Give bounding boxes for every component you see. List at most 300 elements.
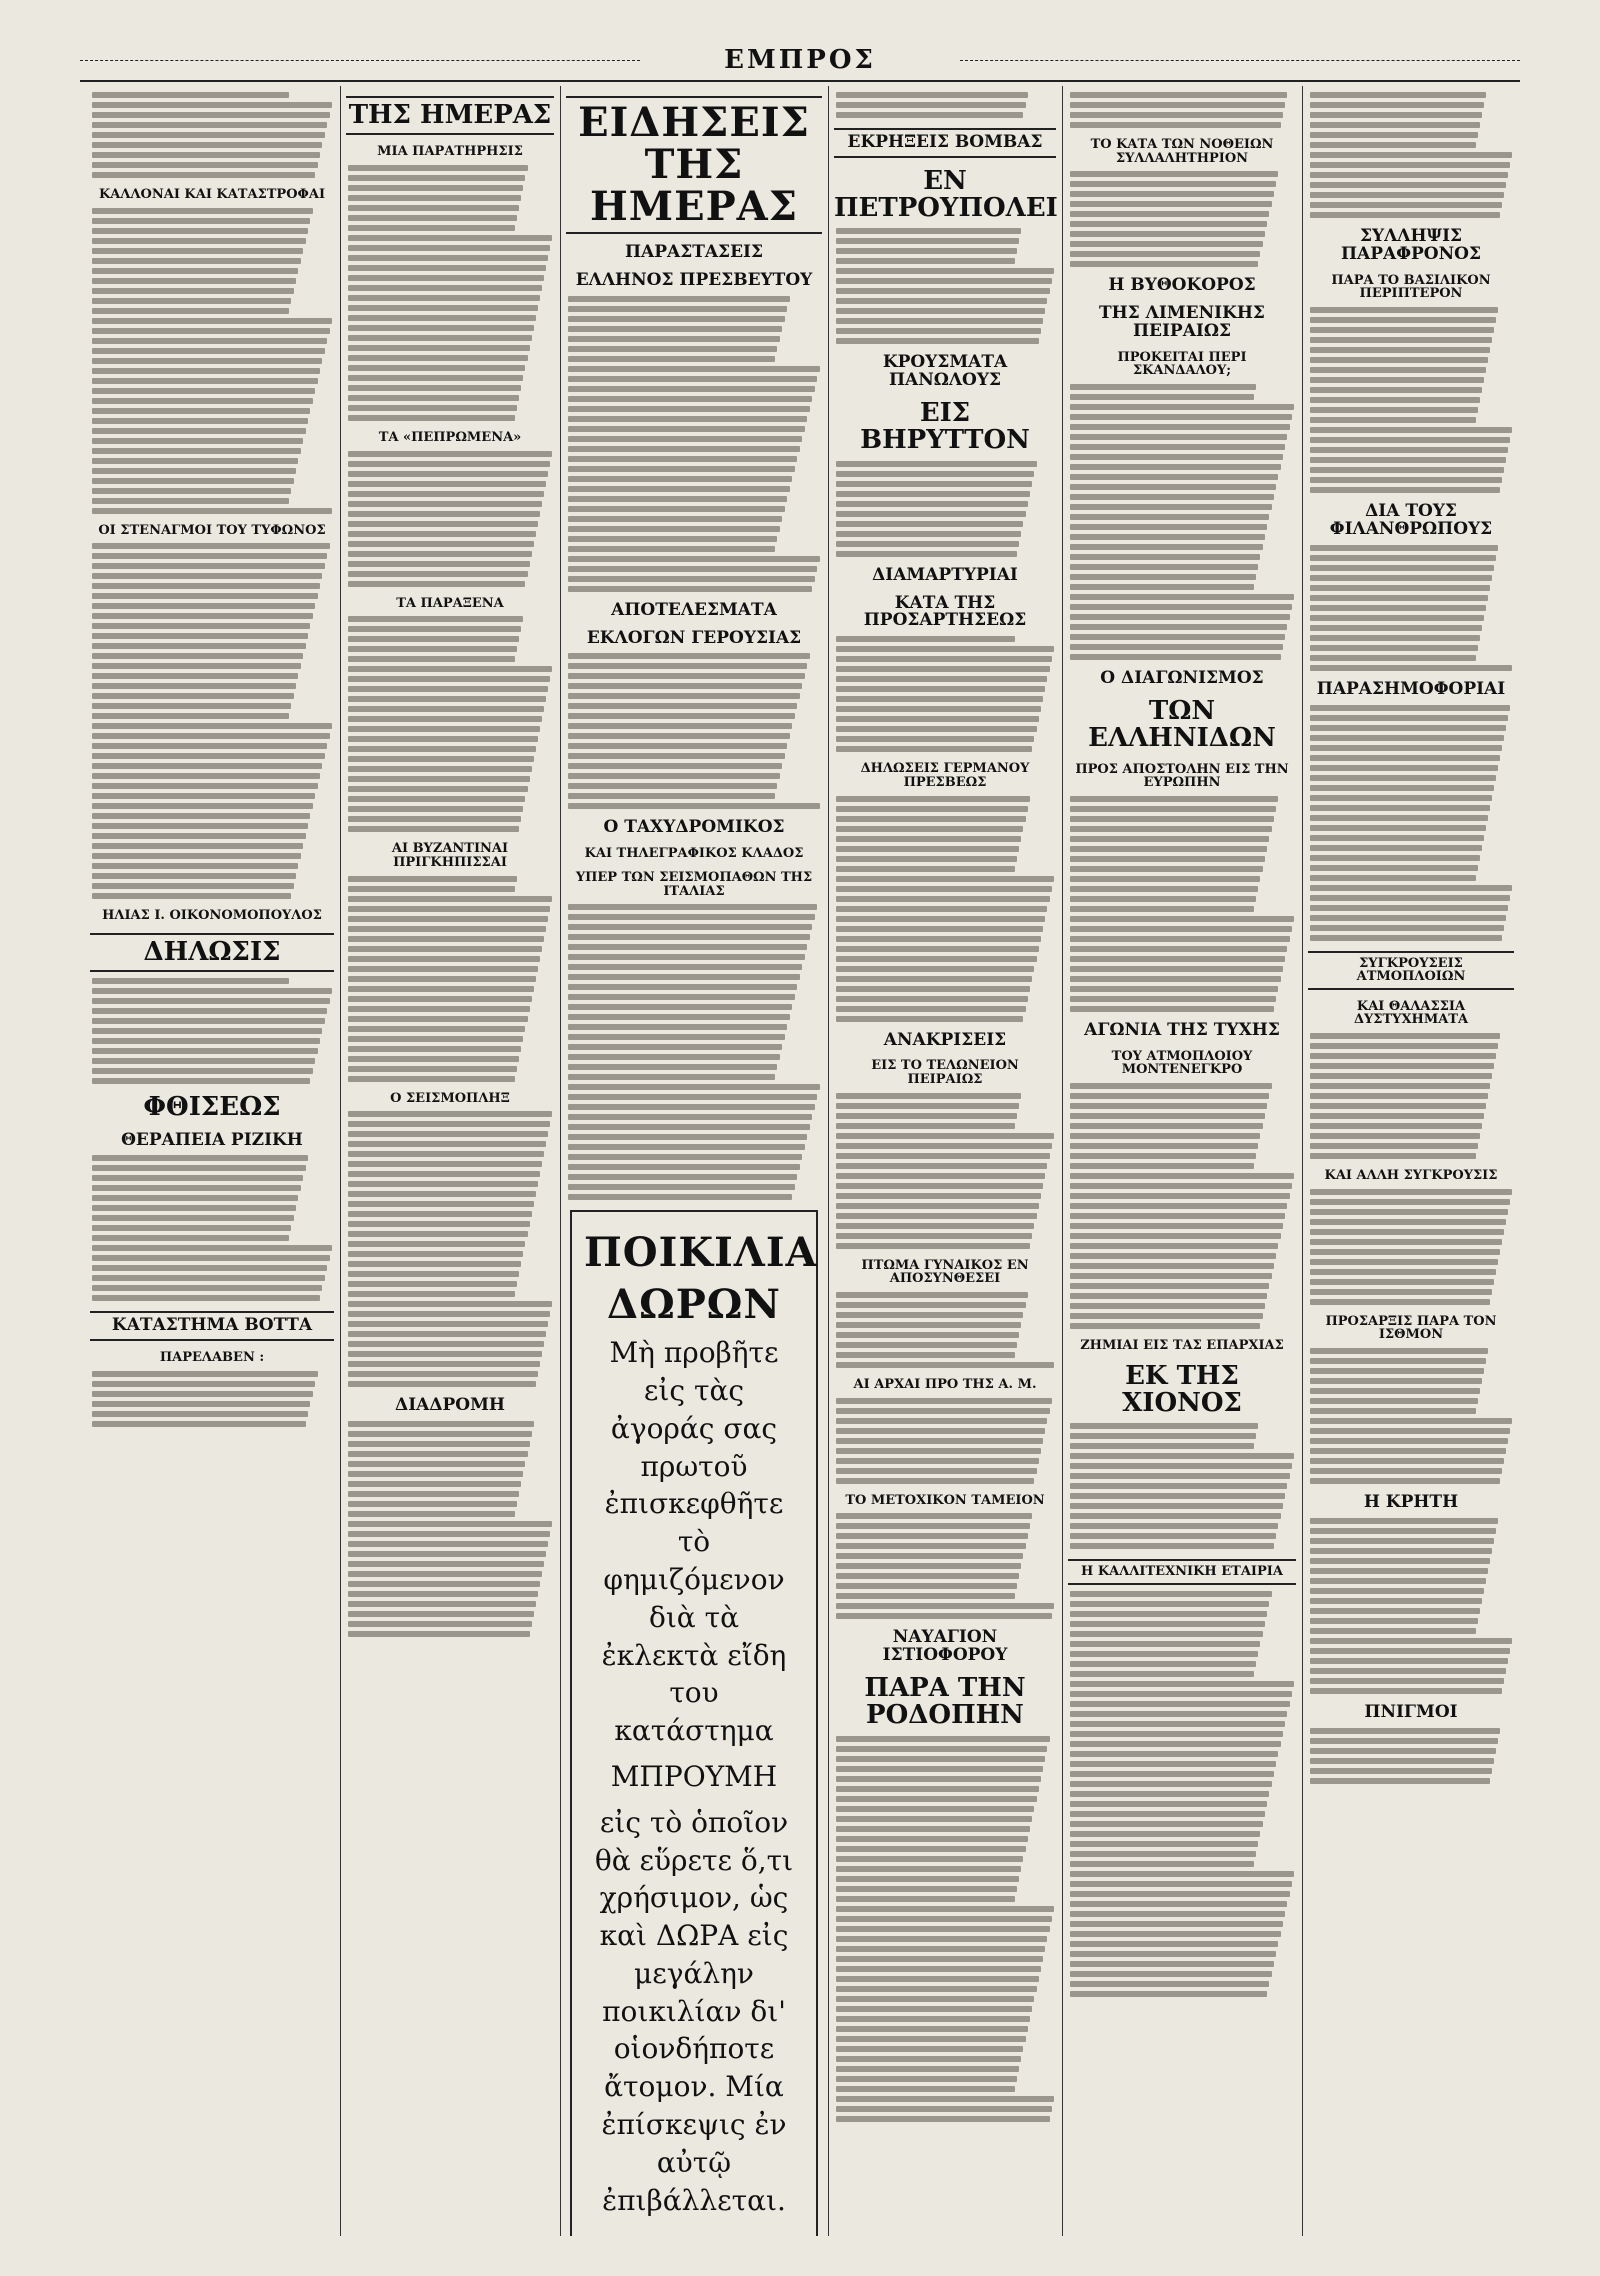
headline: ΔΙΑ ΤΟΥΣ ΦΙΛΑΝΘΡΩΠΟΥΣ xyxy=(1329,500,1493,539)
text-line xyxy=(836,666,1050,672)
text-line xyxy=(92,468,296,474)
text-line xyxy=(92,683,296,689)
body-text-lines xyxy=(348,165,552,421)
text-line xyxy=(1310,397,1480,403)
text-line xyxy=(1070,594,1294,600)
text-line xyxy=(836,1153,1050,1159)
headline: ΘΕΡΑΠΕΙΑ ΡΙΖΙΚΗ xyxy=(121,1129,303,1150)
text-line xyxy=(1310,555,1496,561)
text-line xyxy=(568,1014,790,1020)
text-line xyxy=(568,346,777,352)
text-line xyxy=(1070,1133,1260,1139)
text-line xyxy=(1310,905,1508,911)
text-line xyxy=(1310,337,1492,343)
text-line xyxy=(1310,1618,1478,1624)
text-line xyxy=(1070,856,1265,862)
text-line xyxy=(836,746,1032,752)
text-line xyxy=(836,936,1041,942)
article-signature: ΗΛΙΑΣ Ι. ΟΙΚΟΝΟΜΟΠΟΥΛΟΣ xyxy=(102,908,322,924)
text-line xyxy=(836,1123,1015,1129)
text-line xyxy=(568,1194,792,1200)
text-line xyxy=(92,248,303,254)
text-line xyxy=(1070,1821,1263,1827)
text-line xyxy=(1310,1053,1496,1059)
text-line xyxy=(568,526,780,532)
body-text-lines xyxy=(1310,92,1512,218)
text-line xyxy=(568,436,802,442)
page-banner: ΕΙΔΗΣΕΙΣ ΤΗΣ ΗΜΕΡΑΣ xyxy=(566,96,822,234)
text-line xyxy=(836,1543,1026,1549)
text-line xyxy=(836,1523,1030,1529)
text-line xyxy=(348,1291,515,1297)
text-line xyxy=(92,1275,325,1281)
text-line xyxy=(1070,1513,1281,1519)
text-line xyxy=(1070,1861,1254,1867)
text-line xyxy=(1070,1203,1287,1209)
text-line xyxy=(1310,915,1506,921)
text-line xyxy=(836,2096,1054,2102)
text-line xyxy=(1310,1668,1506,1674)
text-line xyxy=(348,1171,540,1177)
text-line xyxy=(348,1381,536,1387)
text-line xyxy=(92,478,294,484)
text-line xyxy=(1310,367,1486,373)
text-line xyxy=(92,218,310,224)
headline: Η ΚΑΛΛΙΤΕΧΝΙΚΗ ΕΤΑΙΡΙΑ xyxy=(1068,1559,1296,1585)
text-line xyxy=(1070,1173,1294,1179)
text-line xyxy=(92,438,303,444)
text-line xyxy=(836,1976,1039,1982)
headline: ΔΙΑΜΑΡΤΥΡΙΑΙ xyxy=(872,564,1018,585)
text-line xyxy=(348,405,517,411)
text-line xyxy=(92,1391,313,1397)
text-line xyxy=(1070,876,1260,882)
text-line xyxy=(1070,1093,1269,1099)
text-line xyxy=(1310,1103,1486,1109)
text-line xyxy=(568,546,775,552)
text-line xyxy=(568,386,815,392)
text-line xyxy=(1070,1293,1267,1299)
text-line xyxy=(348,1301,552,1307)
text-line xyxy=(1070,1661,1256,1667)
headline: ΕΚΛΟΓΩΝ ΓΕΡΟΥΣΙΑΣ xyxy=(586,627,802,648)
text-line xyxy=(1310,1588,1484,1594)
body-text-lines xyxy=(836,1736,1054,2122)
headline: ΠΑΡΑΣΤΑΣΕΙΣ xyxy=(624,242,764,262)
body-text-lines xyxy=(1070,384,1294,660)
text-line xyxy=(1310,785,1494,791)
text-line xyxy=(348,415,515,421)
text-line xyxy=(1070,604,1292,610)
text-line xyxy=(1070,474,1278,480)
text-line xyxy=(92,408,310,414)
text-line xyxy=(1070,201,1272,207)
text-line xyxy=(1070,1991,1267,1997)
text-line xyxy=(348,946,542,952)
text-line xyxy=(348,295,540,301)
text-line xyxy=(568,456,797,462)
text-line xyxy=(348,561,530,567)
text-line xyxy=(568,506,785,512)
text-line xyxy=(1070,1503,1283,1509)
text-line xyxy=(1070,1731,1283,1737)
text-line xyxy=(1070,102,1285,108)
text-line xyxy=(836,646,1054,652)
text-line xyxy=(348,1016,528,1022)
text-line xyxy=(92,1078,310,1084)
text-line xyxy=(92,488,291,494)
text-line xyxy=(348,646,517,652)
body-text-lines xyxy=(92,1155,332,1301)
text-line xyxy=(348,1591,538,1597)
body-text-lines xyxy=(836,228,1054,344)
text-line xyxy=(836,876,1054,882)
text-line xyxy=(568,356,775,362)
text-line xyxy=(348,385,521,391)
text-line xyxy=(836,551,1017,557)
text-line xyxy=(1310,1778,1490,1784)
text-line xyxy=(1070,1761,1276,1767)
text-line xyxy=(92,1381,315,1387)
text-line xyxy=(836,1936,1047,1942)
headline: ΠΡΟΣ ΑΠΟΣΤΟΛΗΝ ΕΙΣ ΤΗΝ ΕΥΡΩΠΗΝ xyxy=(1075,761,1289,791)
text-line xyxy=(348,581,525,587)
text-line xyxy=(1310,1269,1496,1275)
text-line xyxy=(348,245,550,251)
text-line xyxy=(568,673,805,679)
text-line xyxy=(1310,1688,1502,1694)
text-line xyxy=(92,112,330,118)
text-line xyxy=(1310,1558,1490,1564)
text-line xyxy=(348,766,532,772)
column-5 xyxy=(1062,86,1302,2236)
body-text-lines xyxy=(1070,1083,1294,1329)
text-line xyxy=(836,318,1043,324)
text-line xyxy=(348,796,525,802)
text-line xyxy=(836,1946,1045,1952)
text-line xyxy=(1070,1781,1272,1787)
headline: ΚΑΤΑ ΤΗΣ ΠΡΟΣΑΡΤΗΣΕΩΣ xyxy=(863,592,1027,631)
text-line xyxy=(92,238,306,244)
text-line xyxy=(1310,705,1510,711)
body-text-lines xyxy=(92,978,332,1084)
text-line xyxy=(1070,1123,1263,1129)
headline: ΤΟΥ ΑΤΜΟΠΛΟΙΟΥ ΜΟΝΤΕΝΕΓΚΡΟ xyxy=(1111,1048,1253,1078)
body-text-lines xyxy=(836,1292,1054,1368)
text-line xyxy=(568,934,810,940)
text-line xyxy=(92,998,330,1004)
body-text-lines xyxy=(348,1421,552,1637)
text-line xyxy=(92,498,289,504)
text-line xyxy=(348,355,528,361)
text-line xyxy=(348,1241,525,1247)
text-line xyxy=(836,531,1021,537)
text-line xyxy=(1310,1738,1498,1744)
text-line xyxy=(1070,1213,1285,1219)
text-line xyxy=(92,122,327,128)
text-line xyxy=(92,978,289,984)
text-line xyxy=(348,1321,548,1327)
text-line xyxy=(348,786,528,792)
text-line xyxy=(1070,1433,1256,1439)
ad-text: Μὴ προβῆτε εἰς τὰς ἀγοράς σας πρωτοῦ ἐπισκεφθῆτε τὸ φημιζόμενον διὰ τὰ ἐκλεκτὰ εἴδη του κατάστημα xyxy=(601,1336,787,1748)
text-line xyxy=(836,1966,1041,1972)
text-line xyxy=(348,1551,546,1557)
text-line xyxy=(836,1006,1026,1012)
text-line xyxy=(348,541,534,547)
text-line xyxy=(1070,916,1294,922)
text-line xyxy=(568,763,782,769)
text-line xyxy=(92,733,330,739)
text-line xyxy=(836,1243,1030,1249)
text-line xyxy=(348,1441,530,1447)
text-line xyxy=(1310,1033,1500,1039)
text-line xyxy=(836,1603,1054,1609)
text-line xyxy=(92,783,318,789)
text-line xyxy=(92,1225,291,1231)
text-line xyxy=(836,461,1037,467)
text-line xyxy=(348,1261,521,1267)
text-line xyxy=(92,853,301,859)
text-line xyxy=(92,258,301,264)
text-line xyxy=(348,1231,528,1237)
text-line xyxy=(92,1175,303,1181)
text-line xyxy=(568,803,820,809)
text-line xyxy=(348,936,544,942)
text-line xyxy=(92,1165,306,1171)
text-line xyxy=(1070,1263,1274,1269)
text-line xyxy=(92,378,318,384)
headline: ΚΑΙ ΘΑΛΑΣΣΙΑ ΔΥΣΤΥΧΗΜΑΤΑ xyxy=(1353,998,1469,1028)
text-line xyxy=(1310,635,1480,641)
headline: ΔΩΡΩΝ xyxy=(607,1281,781,1329)
text-line xyxy=(1070,906,1254,912)
text-line xyxy=(568,904,817,910)
text-line xyxy=(836,906,1047,912)
text-line xyxy=(348,826,519,832)
headline: ΦΘΙΣΕΩΣ xyxy=(143,1092,281,1123)
text-line xyxy=(92,1401,310,1407)
text-line xyxy=(348,636,519,642)
text-line xyxy=(836,1143,1052,1149)
text-line xyxy=(1310,307,1498,313)
text-line xyxy=(348,706,544,712)
text-line xyxy=(92,583,320,589)
text-line xyxy=(836,2116,1050,2122)
text-line xyxy=(1310,92,1486,98)
text-line xyxy=(836,886,1052,892)
text-line xyxy=(92,152,320,158)
body-text-lines xyxy=(1310,1518,1512,1694)
text-line xyxy=(1070,1591,1272,1597)
text-line xyxy=(1310,835,1484,841)
text-line xyxy=(1310,1448,1506,1454)
text-line xyxy=(836,228,1021,234)
text-line xyxy=(1310,477,1502,483)
text-line xyxy=(1070,1891,1290,1897)
text-line xyxy=(1070,544,1263,550)
text-line xyxy=(348,1251,523,1257)
text-line xyxy=(1070,826,1272,832)
text-line xyxy=(1070,846,1267,852)
text-line xyxy=(92,132,325,138)
text-line xyxy=(836,1916,1052,1922)
text-line xyxy=(836,1398,1052,1404)
text-line xyxy=(348,1066,517,1072)
body-text-lines xyxy=(836,796,1054,1022)
headline: ΑΙ ΑΡΧΑΙ ΠΡΟ ΤΗΣ Α. Μ. xyxy=(853,1376,1037,1392)
text-line xyxy=(1070,112,1283,118)
text-line xyxy=(836,706,1041,712)
text-line xyxy=(836,501,1028,507)
text-line xyxy=(1310,745,1502,751)
text-line xyxy=(1070,1611,1267,1617)
text-line xyxy=(1070,1691,1292,1697)
body-text-lines xyxy=(568,904,820,1200)
text-line xyxy=(836,238,1019,244)
text-line xyxy=(1070,1901,1287,1907)
text-line xyxy=(92,1038,320,1044)
text-line xyxy=(92,162,318,168)
text-line xyxy=(1310,1598,1482,1604)
text-line xyxy=(836,102,1026,108)
text-line xyxy=(92,208,313,214)
text-line xyxy=(1070,936,1290,942)
text-line xyxy=(1070,484,1276,490)
text-line xyxy=(836,1418,1047,1424)
text-line xyxy=(92,1058,315,1064)
text-line xyxy=(1310,1123,1482,1129)
text-line xyxy=(568,1064,777,1070)
text-line xyxy=(1310,1418,1512,1424)
text-line xyxy=(348,1601,536,1607)
text-line xyxy=(568,914,815,920)
text-line xyxy=(1310,1113,1484,1119)
text-line xyxy=(1310,1638,1512,1644)
text-line xyxy=(836,1553,1023,1559)
text-line xyxy=(348,175,525,181)
text-line xyxy=(568,1124,810,1130)
text-line xyxy=(1070,1193,1290,1199)
text-line xyxy=(836,826,1023,832)
text-line xyxy=(836,1856,1023,1862)
text-line xyxy=(348,185,523,191)
headline: ΠΡΟΚΕΙΤΑΙ ΠΕΡΙ ΣΚΑΝΔΑΛΟΥ; xyxy=(1117,349,1247,379)
text-line xyxy=(1070,494,1274,500)
text-line xyxy=(92,753,325,759)
text-line xyxy=(836,1806,1034,1812)
text-line xyxy=(1310,427,1512,433)
text-line xyxy=(348,315,536,321)
text-line xyxy=(1310,1083,1490,1089)
text-line xyxy=(1310,1219,1506,1225)
text-line xyxy=(1310,1209,1508,1215)
text-line xyxy=(92,883,294,889)
text-line xyxy=(836,1312,1023,1318)
text-line xyxy=(1310,575,1492,581)
text-line xyxy=(836,112,1023,118)
text-line xyxy=(1070,926,1292,932)
text-line xyxy=(836,1906,1054,1912)
text-line xyxy=(836,656,1052,662)
text-line xyxy=(348,501,542,507)
text-line xyxy=(348,1141,546,1147)
text-line xyxy=(836,491,1030,497)
text-line xyxy=(568,376,817,382)
text-line xyxy=(1310,1073,1492,1079)
text-line xyxy=(568,994,795,1000)
text-line xyxy=(568,733,790,739)
text-line xyxy=(1310,775,1496,781)
text-line xyxy=(836,1322,1021,1328)
text-line xyxy=(568,683,802,689)
ad-text: εἰς τὸ ὁποῖον θὰ εὕρετε ὅ,τι χρήσιμον, ὡς καὶ ΔΩΡΑ εἰς μεγάλην ποικιλίαν δι' οἱονδήποτε ἄτομον. Μία ἐπίσκεψις ἐν αὐτῷ ἐπιβάλλεται. xyxy=(594,1805,794,2217)
text-line xyxy=(836,278,1052,284)
text-line xyxy=(1070,1253,1276,1259)
text-line xyxy=(836,2086,1015,2092)
text-line xyxy=(1070,1871,1294,1877)
text-line xyxy=(568,964,802,970)
text-line xyxy=(1070,644,1283,650)
text-line xyxy=(92,623,310,629)
text-line xyxy=(348,491,544,497)
text-line xyxy=(1310,1229,1504,1235)
text-line xyxy=(348,165,528,171)
text-line xyxy=(836,1786,1039,1792)
text-line xyxy=(568,516,782,522)
text-line xyxy=(1070,1921,1283,1927)
text-line xyxy=(568,703,797,709)
column-6 xyxy=(1302,86,1520,2236)
text-line xyxy=(1070,1671,1254,1677)
text-line xyxy=(1310,725,1506,731)
text-line xyxy=(348,1341,544,1347)
text-line xyxy=(348,1181,538,1187)
text-line xyxy=(92,508,332,514)
text-line xyxy=(92,743,327,749)
text-line xyxy=(1070,211,1269,217)
text-line xyxy=(1070,1303,1265,1309)
text-line xyxy=(1310,457,1506,463)
headline: ΠΝΙΓΜΟΙ xyxy=(1364,1701,1458,1722)
text-line xyxy=(92,102,332,108)
headline: ΠΟΙΚΙΛΙΑ xyxy=(584,1229,818,1277)
text-line xyxy=(348,1621,532,1627)
text-line xyxy=(836,1796,1037,1802)
text-line xyxy=(1070,1741,1281,1747)
text-line xyxy=(1310,1398,1478,1404)
text-line xyxy=(92,873,296,879)
text-line xyxy=(92,1411,308,1417)
text-line xyxy=(836,1448,1041,1454)
text-line xyxy=(1310,1478,1500,1484)
text-line xyxy=(568,306,787,312)
text-line xyxy=(92,843,303,849)
body-text-lines xyxy=(1310,1728,1512,1784)
text-line xyxy=(836,1478,1034,1484)
body-text-lines xyxy=(1070,796,1294,1012)
text-line xyxy=(1310,1658,1508,1664)
text-line xyxy=(348,1571,542,1577)
text-line xyxy=(836,676,1047,682)
text-line xyxy=(348,1121,550,1127)
text-line xyxy=(1070,1493,1285,1499)
text-line xyxy=(836,1886,1017,1892)
text-line xyxy=(348,1271,519,1277)
text-line xyxy=(836,1846,1026,1852)
text-line xyxy=(348,996,532,1002)
text-line xyxy=(836,1926,1050,1932)
